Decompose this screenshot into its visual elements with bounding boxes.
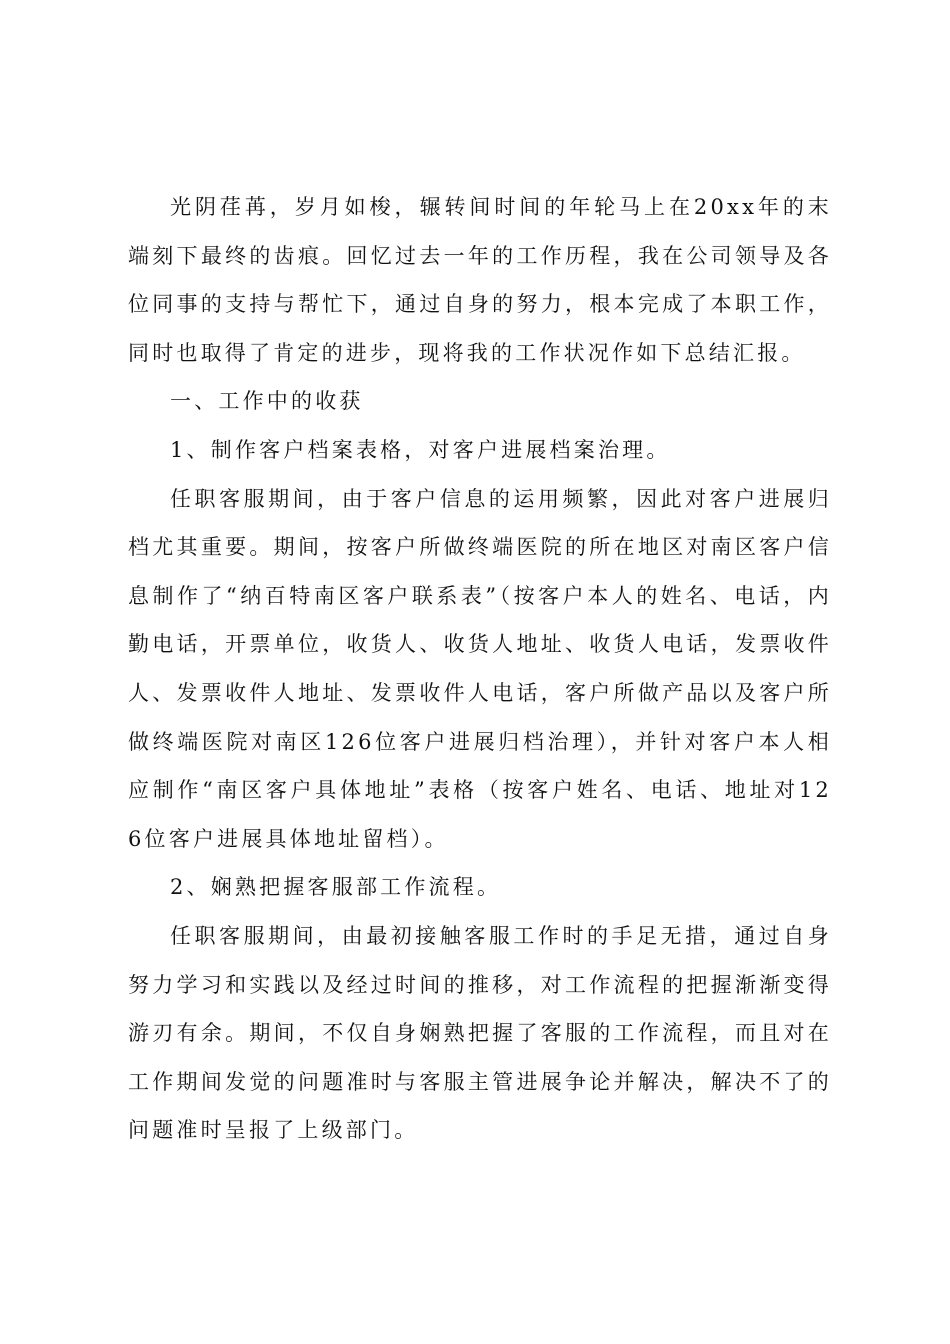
item-heading-2: 2、娴熟把握客服部工作流程。 bbox=[170, 875, 502, 900]
intro-paragraph: 光阴荏苒，岁月如梭，辗转间时间的年轮马上在20xx年的末端刻下最终的齿痕。回忆过去一年的工作历程，我在公司领导及各位同事的支持与帮忙下，通过自身的努力，根本完成了本职工作，同时也取得了肯定的进步，现将我的工作状况作如下总结汇报。 bbox=[128, 195, 832, 365]
item-paragraph-1: 任职客服期间，由于客户信息的运用频繁，因此对客户进展归档尤其重要。期间，按客户所做终端医院的所在地区对南区客户信息制作了“纳百特南区客户联系表”（按客户本人的姓名、电话，内勤电话，开票单位，收货人、收货人地址、收货人电话，发票收件人、发票收件人地址、发票收件人电话，客户所做产品以及客户所做终端医院对南区126位客户进展归档治理），并针对客户本人相应制作“南区客户具体地址”表格（按客户姓名、电话、地址对126位客户进展具体地址留档）。 bbox=[128, 486, 832, 851]
section-heading: 一、工作中的收获 bbox=[170, 389, 364, 414]
document-body bbox=[128, 183, 832, 1155]
item-paragraph-2: 任职客服期间，由最初接触客服工作时的手足无措，通过自身努力学习和实践以及经过时间的推移，对工作流程的把握渐渐变得游刃有余。期间，不仅自身娴熟把握了客服的工作流程，而且对在工作期间发觉的问题准时与客服主管进展争论并解决，解决不了的问题准时呈报了上级部门。 bbox=[128, 923, 832, 1143]
item-heading-1: 1、制作客户档案表格，对客户进展档案治理。 bbox=[170, 437, 671, 462]
